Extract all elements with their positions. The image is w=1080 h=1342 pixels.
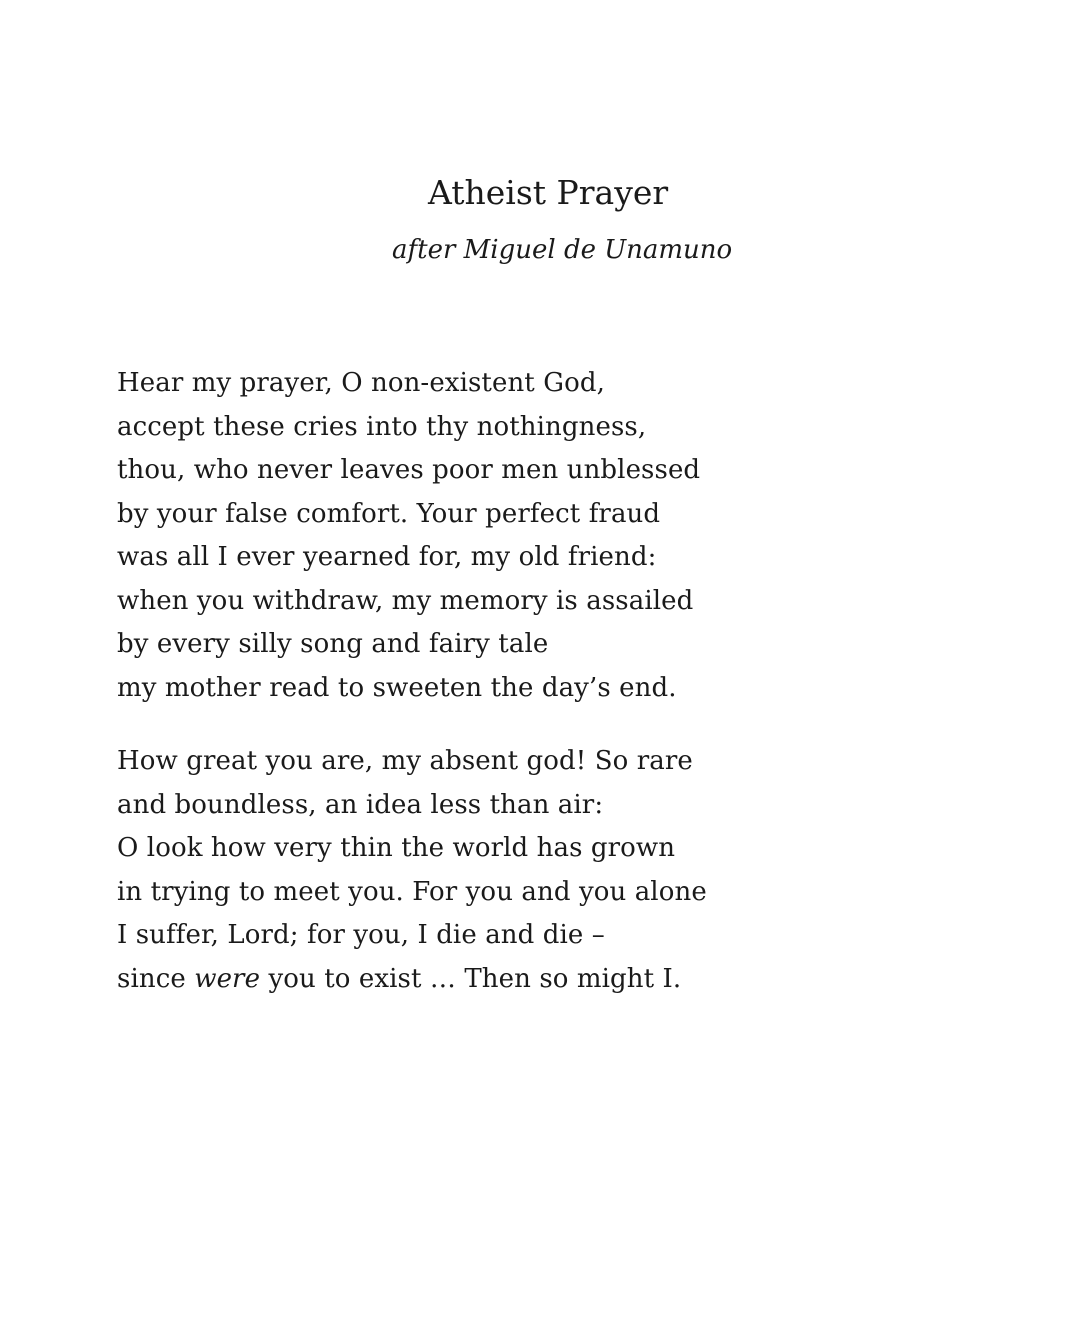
poem-line: thou, who never leaves poor men unblessed: [117, 455, 701, 485]
final-line-emphasis: were: [194, 963, 261, 994]
poem-line: by your false comfort. Your perfect fraud: [117, 498, 661, 529]
final-line-after: you to exist … Then so might I.: [260, 963, 682, 994]
final-line-before: since: [117, 963, 195, 994]
poem-line: in trying to meet you. For you and you alone: [117, 876, 707, 907]
poem-line: when you withdraw, my memory is assailed: [117, 585, 694, 616]
poem-line: by every silly song and fairy tale: [117, 629, 549, 659]
poem-line: and boundless, an idea less than air:: [117, 789, 604, 820]
stanza-1: [117, 362, 700, 710]
poem-final-line: [117, 958, 707, 1002]
poem-line: my mother read to sweeten the day’s end.: [117, 672, 677, 703]
poem-line: I suffer, Lord; for you, I die and die –: [117, 920, 605, 950]
stanza-2: [117, 740, 707, 1001]
poem-title: Atheist Prayer: [428, 173, 669, 212]
poem-line: accept these cries into thy nothingness,: [117, 411, 647, 442]
poem-line: Hear my prayer, O non-existent God,: [117, 368, 605, 398]
poem-line: was all I ever yearned for, my old friend:: [117, 542, 657, 572]
poem-line: How great you are, my absent god! So rare: [117, 746, 693, 776]
poem-subtitle: after Miguel de Unamuno: [392, 235, 733, 265]
poem-line: O look how very thin the world has grown: [117, 833, 676, 863]
